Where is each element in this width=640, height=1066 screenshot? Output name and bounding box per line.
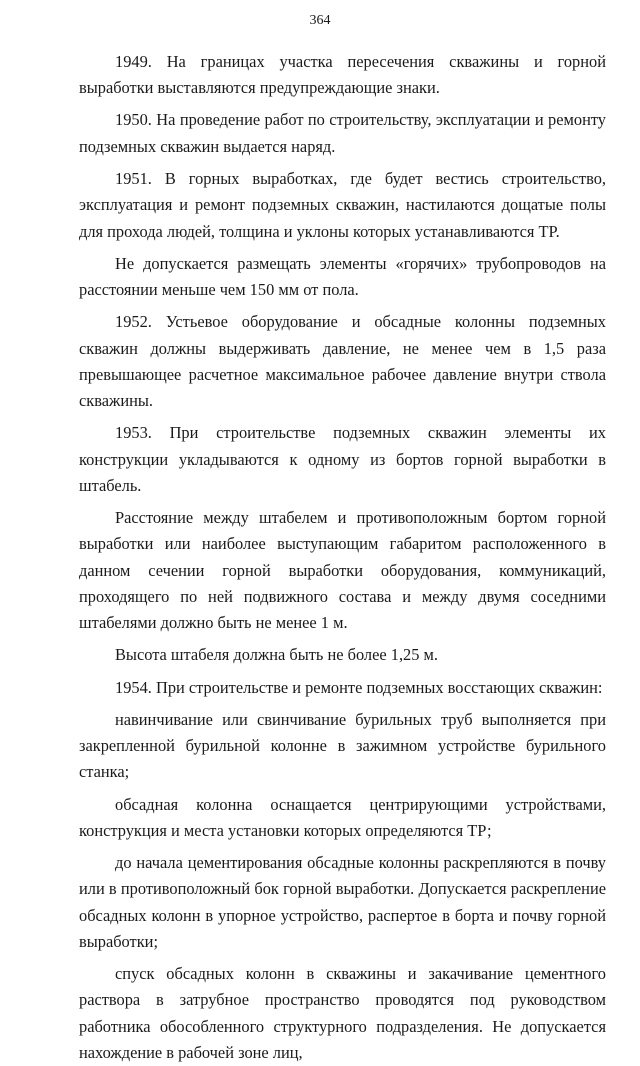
paragraph-1953-distance: Расстояние между штабелем и противоположным бортом горной выработки или наиболее выступающим габаритом расположенного в данном сечении горной выработки оборудования, коммуникаций, проходящего по ней подвижного состава и между двумя соседними штабелями должно быть не менее 1 м.	[79, 508, 606, 633]
paragraph-1952: 1952. Устьевое оборудование и обсадные колонны подземных скважин должны выдерживать давление, не менее чем в 1,5 раза превышающее расчетное максимальное рабочее давление внутри ствола скважины.	[79, 312, 606, 411]
paragraph-1951: 1951. В горных выработках, где будет вестись строительство, эксплуатация и ремонт подземных скважин, настилаются дощатые полы для прохода людей, толщина и уклоны которых устанавливаются ТР.	[79, 168, 606, 241]
paragraph-1954-item-4: спуск обсадных колонн в скважины и закачивание цементного раствора в затрубное пространство проводятся под руководством работника обособленного структурного подразделения. Не допускается нахождение в рабочей зоне лиц,	[79, 964, 606, 1063]
paragraph-1954-item-1: навинчивание или свинчивание бурильных труб выполняется при закрепленной бурильной колонне в зажимном устройстве бурильного станка;	[79, 709, 606, 782]
paragraph-1953-height: Высота штабеля должна быть не более 1,25 м.	[115, 645, 439, 665]
paragraph-1949: 1949. На границах участка пересечения скважины и горной выработки выставляются предупреждающие знаки.	[79, 52, 606, 98]
page-number: 364	[309, 13, 331, 28]
page-body	[79, 49, 606, 1066]
paragraph-1950: 1950. На проведение работ по строительству, эксплуатации и ремонту подземных скважин выдается наряд.	[79, 110, 606, 156]
paragraph-1954-item-2: обсадная колонна оснащается центрирующими устройствами, конструкция и места установки которых определяются ТР;	[79, 794, 606, 840]
paragraph-1951-note: Не допускается размещать элементы «горячих» трубопроводов на расстоянии меньше чем 150 мм от пола.	[79, 253, 606, 300]
paragraph-1953: 1953. При строительстве подземных скважин элементы их конструкции укладываются к одному из бортов горной выработки в штабель.	[79, 423, 606, 495]
paragraph-1954-item-3: до начала цементирования обсадные колонны раскрепляются в почву или в противоположный бок горной выработки. Допускается раскрепление обсадных колонн в упорное устройство, распертое в борта и почву горной выработки;	[79, 853, 606, 951]
paragraph-1954: 1954. При строительстве и ремонте подземных восстающих скважин:	[115, 677, 603, 697]
